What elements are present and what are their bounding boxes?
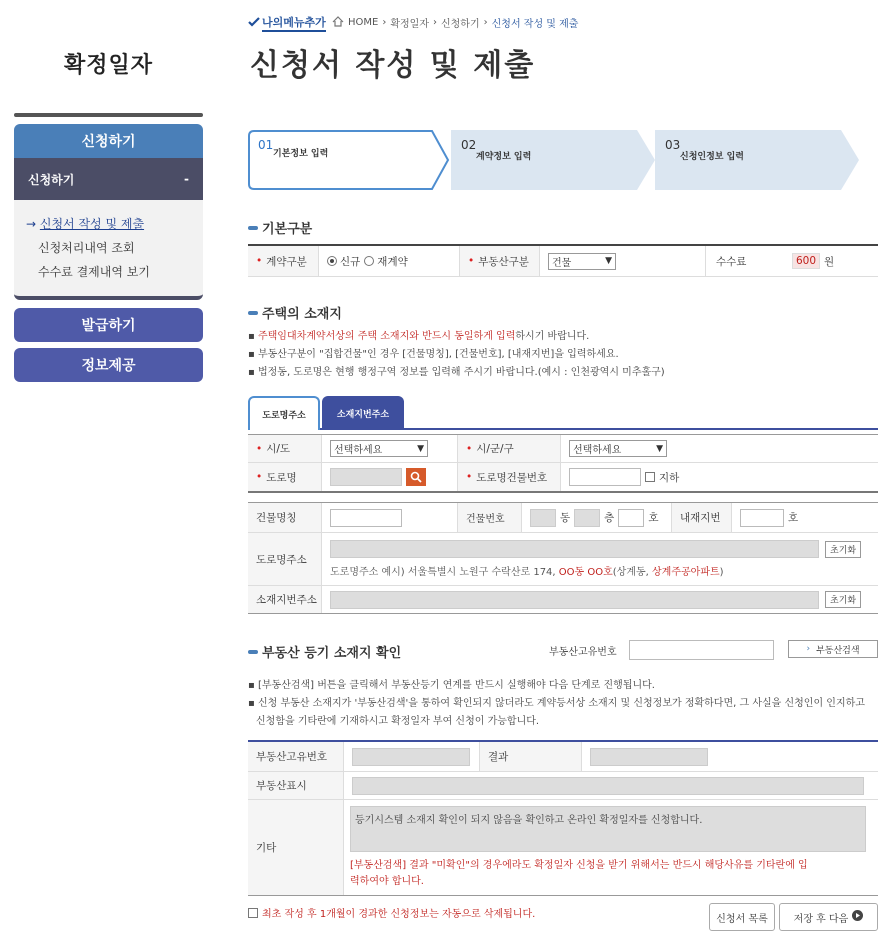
floor-input[interactable]: [574, 509, 600, 527]
crumb-apply[interactable]: 신청하기: [440, 19, 480, 30]
registry-uid-input[interactable]: [629, 640, 774, 660]
property-search-button[interactable]: › 부동산검색: [788, 640, 878, 658]
sido-select[interactable]: 선택하세요 ▼: [330, 440, 428, 457]
building-number-input[interactable]: [569, 468, 641, 486]
section-basic: 기본구분: [248, 218, 312, 237]
sigungu-select[interactable]: 선택하세요 ▼: [569, 440, 667, 457]
sidebar-submenu: [14, 200, 203, 300]
sidebar-item-history[interactable]: 신청처리내역 조회: [38, 241, 135, 255]
sidebar-divider: [14, 113, 203, 117]
ho-input[interactable]: [618, 509, 644, 527]
registry-table: 부동산고유번호 결과 부동산표시 기타 등기시스템 소재지 확인이 되지 않음을 확인하고 온라인 확정일자를 신청합니다. [부동산검색] 결과 "미확인"의 경우에라도 확정일자 신청을 받기 위해서는 반드시 해당사유를 기타란에 입 력하여야 합니다.: [248, 740, 878, 896]
step-1: 01 기본정보 입력: [248, 130, 448, 190]
collapse-icon[interactable]: -: [184, 172, 189, 186]
sidebar-item-write[interactable]: → 신청서 작성 및 제출: [26, 217, 145, 231]
registry-uid-result: [352, 748, 470, 766]
check-icon: [248, 17, 260, 30]
tab-lot-address[interactable]: 소재지번주소: [322, 396, 404, 430]
crumb-home[interactable]: HOME: [348, 17, 379, 28]
application-list-button[interactable]: 신청서 목록: [709, 903, 775, 931]
chevron-right-icon: ›: [806, 644, 811, 654]
address-tabs: [248, 396, 878, 430]
registry-result-value: [590, 748, 708, 766]
section-address: 주택의 소재지: [248, 303, 342, 322]
crumb-date[interactable]: 확정일자: [390, 19, 429, 30]
sidebar-title: 확정일자: [63, 52, 153, 78]
auto-delete-notice: 최초 작성 후 1개월이 경과한 신청정보는 자동으로 삭제됩니다.: [248, 905, 535, 920]
property-type-select[interactable]: 건물 ▼: [548, 253, 616, 270]
address-notes: ▪ 주택임대차계약서상의 주택 소재지와 반드시 동일하게 입력하시기 바랍니다. ▪ 부동산구분이 "집합건물"인 경우 [건물명칭], [건물번호], [내재지번]을 입력하세요. ▪ 법정동, 도로명은 현행 행정구역 정보를 입력해 주시기 바랍니다.(예시 : 인천광역시 미추홀구): [248, 331, 665, 378]
add-my-menu-button[interactable]: 나의메뉴추가: [248, 14, 326, 32]
home-icon[interactable]: [332, 16, 344, 30]
step-2: 02 계약정보 입력: [451, 130, 653, 190]
tab-road-address[interactable]: 도로명주소: [248, 396, 320, 430]
sidebar-issue-button[interactable]: 발급하기: [14, 308, 203, 342]
road-name-input[interactable]: [330, 468, 402, 486]
road-address-example: 도로명주소 예시) 서울특별시 노원구 수락산로 174, OO동 OO호(상계동, 상계주공아파트): [330, 567, 724, 578]
arrow-right-icon: →: [26, 217, 40, 231]
radio-new[interactable]: [327, 256, 337, 266]
step-indicator: [248, 130, 860, 190]
address-table-1: • 시/도 선택하세요 ▼ • 시/군/구 선택하세요 ▼ • 도로명 • 도로명건물번호 지하: [248, 434, 878, 493]
etc-textarea[interactable]: 등기시스템 소재지 확인이 되지 않음을 확인하고 온라인 확정일자를 신청합니다.: [350, 806, 866, 852]
basic-table: [248, 244, 878, 277]
save-next-button[interactable]: 저장 후 다음: [779, 903, 878, 931]
page-title: 신청서 작성 및 제출: [250, 48, 536, 83]
radio-renew[interactable]: [364, 256, 374, 266]
notice-checkbox[interactable]: [248, 908, 258, 918]
etc-warning: [부동산검색] 결과 "미확인"의 경우에라도 확정일자 신청을 받기 위해서는 반드시 해당사유를 기타란에 입 력하여야 합니다.: [350, 859, 808, 887]
road-address-input[interactable]: [330, 540, 819, 558]
inner-lot-input[interactable]: [740, 509, 784, 527]
reset-road-address-button[interactable]: 초기화: [825, 541, 861, 558]
sidebar-main-apply[interactable]: 신청하기: [14, 124, 203, 158]
section-registry: 부동산 등기 소재지 확인: [248, 642, 401, 661]
contract-type-radios: 신규 재계약: [319, 246, 460, 276]
play-icon: [852, 910, 863, 924]
step-3: 03 신청인정보 입력: [655, 130, 860, 190]
breadcrumb: HOME › 확정일자 › 신청하기 › 신청서 작성 및 제출: [332, 15, 578, 30]
registry-display-value: [352, 777, 864, 795]
crumb-current: 신청서 작성 및 제출: [491, 19, 579, 30]
registry-notes: ▪ [부동산검색] 버튼을 클릭해서 부동산등기 연계를 반드시 실행해야 다음 단계로 진행됩니다. ▪ 신청 부동산 소재지가 '부동산검색'을 통하여 확인되지 않더라도 계약등서상 소재지 및 신청정보가 정확하다면, 그 사실을 신청인이 인지하고 신청함을 기타란에 기재하시고 확정일자 부여 신청이 가능합니다.: [248, 680, 865, 727]
building-name-input[interactable]: [330, 509, 402, 527]
basement-checkbox[interactable]: [645, 472, 655, 482]
lot-address-input[interactable]: [330, 591, 819, 609]
registry-uid-label: 부동산고유번호: [549, 647, 617, 658]
sidebar-info-button[interactable]: 정보제공: [14, 348, 203, 382]
dong-input[interactable]: [530, 509, 556, 527]
search-icon[interactable]: [406, 468, 426, 486]
sidebar-sub-apply[interactable]: [14, 158, 203, 200]
basic-row: • 계약구분 신규 재계약 • 부동산구분 건물 ▼ 수수료 600 원: [248, 246, 878, 277]
fee-value: 600: [792, 253, 820, 269]
reset-lot-address-button[interactable]: 초기화: [825, 591, 861, 608]
sidebar-sub-label: 신청하기: [28, 172, 75, 187]
sidebar-item-fees[interactable]: 수수료 결제내역 보기: [38, 265, 150, 279]
address-table-2: 건물명칭 건물번호 동 층 호 내재지번 호 도로명주소 초기화 도로명주소 예시) 서울특별시 노원구 수락산로 174, OO동 OO호(상계동, 상계주공아파트) 소재지번주소 초기화: [248, 502, 878, 614]
